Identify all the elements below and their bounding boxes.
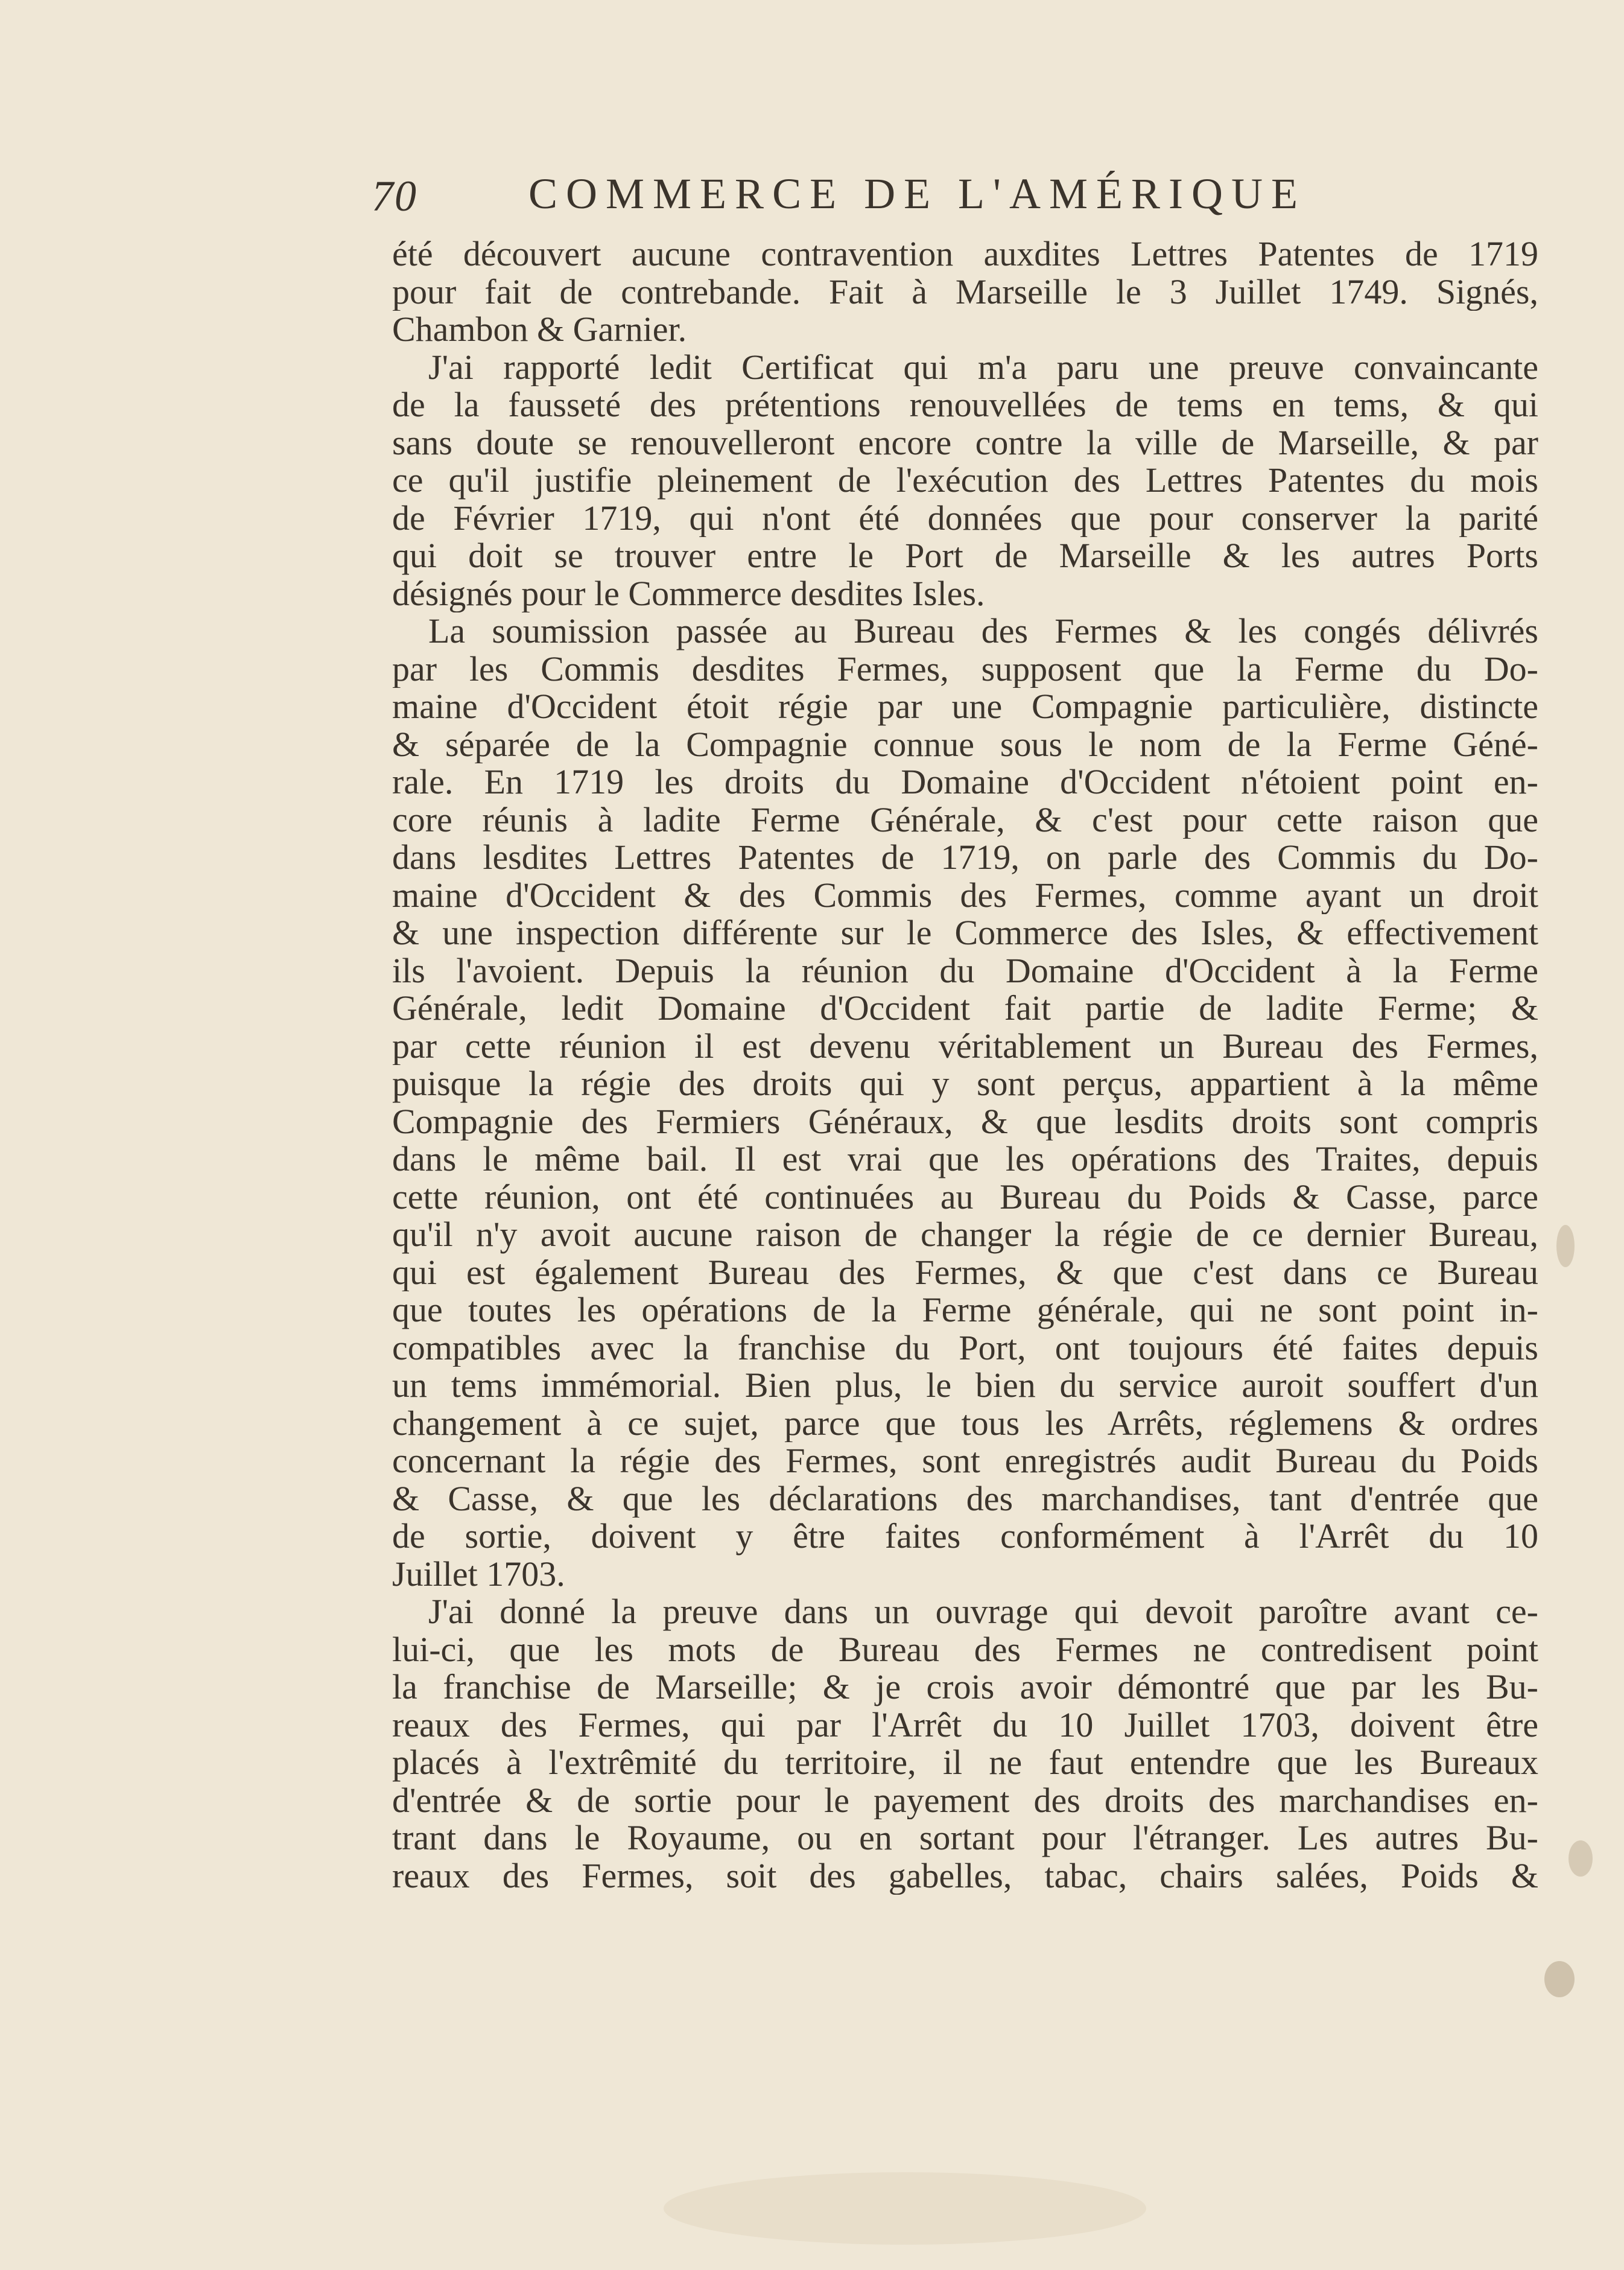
text-line: Compagnie des Fermiers Généraux, & que lesdits droits sont compris <box>392 1102 1538 1140</box>
text-line: de la fausseté des prétentions renouvellées de tems en tems, & qui <box>392 386 1538 424</box>
text-line: maine d'Occident & des Commis des Fermes, comme ayant un droit <box>392 876 1538 914</box>
text-line: & Casse, & que les déclarations des marchandises, tant d'entrée que <box>392 1480 1538 1518</box>
text-line: compatibles avec la franchise du Port, ont toujours été faites depuis <box>392 1329 1538 1367</box>
text-line: La soumission passée au Bureau des Fermes & les congés délivrés <box>428 612 1538 650</box>
text-line: qui est également Bureau des Fermes, & que c'est dans ce Bureau <box>392 1253 1538 1291</box>
text-line: maine d'Occident étoit régie par une Compagnie particulière, distincte <box>392 688 1538 726</box>
text-line: par les Commis desdites Fermes, supposent que la Ferme du Do- <box>392 650 1538 688</box>
text-line: qui doit se trouver entre le Port de Marseille & les autres Ports <box>392 537 1538 575</box>
text-line: ce qu'il justifie pleinement de l'exécution des Lettres Patentes du mois <box>392 462 1538 500</box>
text-line: été découvert aucune contravention auxdites Lettres Patentes de 1719 <box>392 235 1538 273</box>
text-line: dans le même bail. Il est vrai que les opérations des Traites, depuis <box>392 1140 1538 1178</box>
paper-stain <box>1544 1961 1575 1997</box>
text-line: Générale, ledit Domaine d'Occident fait partie de ladite Ferme; & <box>392 990 1538 1028</box>
paper-stain <box>664 2172 1146 2245</box>
text-line: & séparée de la Compagnie connue sous le nom de la Ferme Géné- <box>392 725 1538 763</box>
text-line: que toutes les opérations de la Ferme générale, qui ne sont point in- <box>392 1291 1538 1329</box>
text-line: cette réunion, ont été continuées au Bureau du Poids & Casse, parce <box>392 1178 1538 1216</box>
text-line: changement à ce sujet, parce que tous les Arrêts, réglemens & ordres <box>392 1404 1538 1442</box>
paper-stain <box>1556 1225 1575 1267</box>
text-line: rale. En 1719 les droits du Domaine d'Occident n'étoient point en- <box>392 763 1538 801</box>
body-text <box>392 235 1538 1895</box>
text-line: reaux des Fermes, qui par l'Arrêt du 10 Juillet 1703, doivent être <box>392 1706 1538 1744</box>
text-line: trant dans le Royaume, ou en sortant pour l'étranger. Les autres Bu- <box>392 1819 1538 1857</box>
text-line: d'entrée & de sortie pour le payement des droits des marchandises en- <box>392 1781 1538 1819</box>
text-line: qu'il n'y avoit aucune raison de changer la régie de ce dernier Bureau, <box>392 1216 1538 1254</box>
text-line: core réunis à ladite Ferme Générale, & c'est pour cette raison que <box>392 801 1538 839</box>
text-line: la franchise de Marseille; & je crois avoir démontré que par les Bu- <box>392 1668 1538 1706</box>
text-line: un tems immémorial. Bien plus, le bien du service auroit souffert d'un <box>392 1367 1538 1405</box>
text-line: désignés pour le Commerce desdites Isles. <box>392 574 985 612</box>
text-line: dans lesdites Lettres Patentes de 1719, on parle des Commis du Do- <box>392 839 1538 877</box>
text-line: de sortie, doivent y être faites conformément à l'Arrêt du 10 <box>392 1518 1538 1556</box>
text-line: lui-ci, que les mots de Bureau des Fermes ne contredisent point <box>392 1630 1538 1668</box>
page-number: 70 <box>372 172 417 220</box>
text-line: de Février 1719, qui n'ont été données que pour conserver la parité <box>392 499 1538 537</box>
text-line: & une inspection différente sur le Commerce des Isles, & effectivement <box>392 914 1538 952</box>
text-line: J'ai rapporté ledit Certificat qui m'a paru une preuve convaincante <box>428 348 1538 386</box>
text-line: sans doute se renouvelleront encore contre la ville de Marseille, & par <box>392 424 1538 462</box>
text-line: par cette réunion il est devenu véritablement un Bureau des Fermes, <box>392 1027 1538 1065</box>
paper-stain <box>1568 1840 1593 1877</box>
text-line: concernant la régie des Fermes, sont enregistrés audit Bureau du Poids <box>392 1442 1538 1480</box>
text-line: pour fait de contrebande. Fait à Marseille le 3 Juillet 1749. Signés, <box>392 273 1538 311</box>
running-head: COMMERCE DE L'AMÉRIQUE <box>528 170 1306 218</box>
page-header <box>372 163 1530 229</box>
text-line: puisque la régie des droits qui y sont perçus, appartient à la même <box>392 1065 1538 1103</box>
text-line: Chambon & Garnier. <box>392 311 687 349</box>
text-line: reaux des Fermes, soit des gabelles, tabac, chairs salées, Poids & <box>392 1857 1538 1895</box>
text-line: ils l'avoient. Depuis la réunion du Domaine d'Occident à la Ferme <box>392 952 1538 990</box>
text-line: J'ai donné la preuve dans un ouvrage qui devoit paroître avant ce- <box>428 1593 1538 1631</box>
text-line: placés à l'extrêmité du territoire, il ne faut entendre que les Bureaux <box>392 1744 1538 1782</box>
text-line: Juillet 1703. <box>392 1555 565 1593</box>
